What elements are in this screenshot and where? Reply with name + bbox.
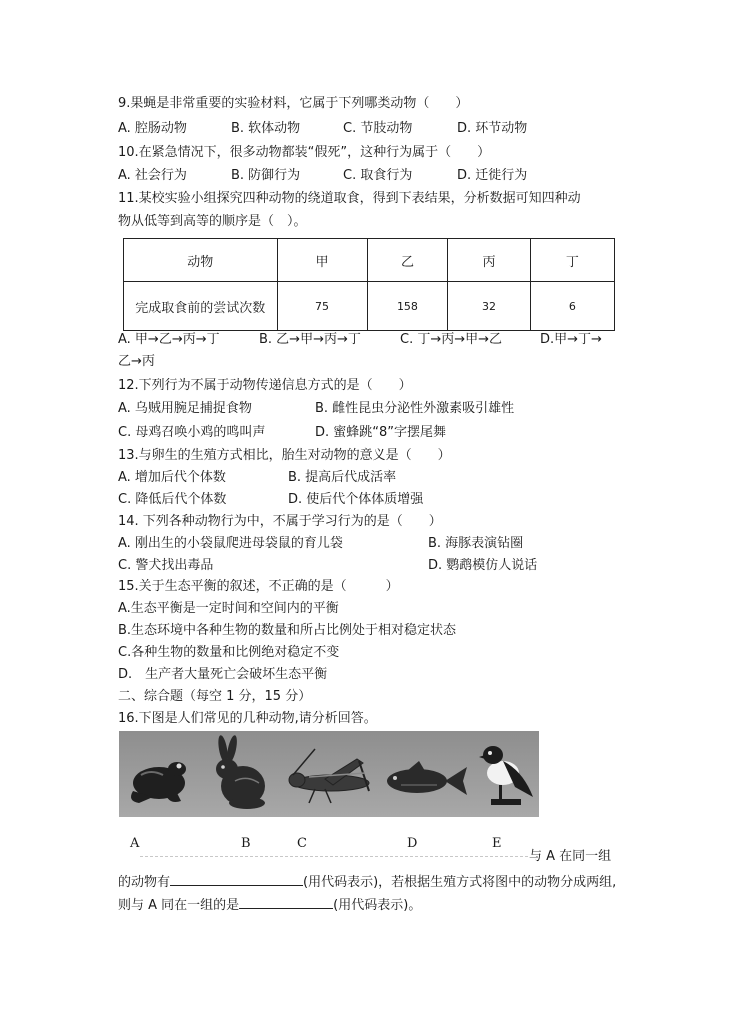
table-header-cell: 丙	[448, 239, 530, 282]
q12-option-a: A. 乌贼用腕足捕捉食物	[118, 401, 252, 416]
q11-stem-line2: 物从低等到高等的顺序是（ ）。	[118, 214, 307, 229]
q12-stem: 12.下列行为不属于动物传递信息方式的是（ ）	[118, 378, 412, 393]
q16-line3-suffix: (用代码表示)。	[333, 898, 422, 913]
animal-label-c: C	[297, 836, 307, 851]
q10-stem: 10.在紧急情况下，很多动物都装“假死”，这种行为属于（ ）	[118, 145, 491, 160]
q16-line3-prefix: 则与 A 同在一组的是	[118, 898, 240, 913]
q15-stem: 15.关于生态平衡的叙述，不正确的是（ ）	[118, 579, 399, 594]
q12-option-d: D. 蜜蜂跳“8”字摆尾舞	[315, 425, 447, 440]
table-header-cell: 乙	[367, 239, 448, 282]
q14-stem: 14. 下列各种动物行为中，不属于学习行为的是（ ）	[118, 514, 442, 529]
q15-option-c: C.各种生物的数量和比例绝对稳定不变	[118, 645, 340, 660]
q9-option-d: D. 环节动物	[457, 121, 528, 136]
answer-blank-2[interactable]	[239, 894, 333, 909]
answer-blank-1[interactable]	[170, 871, 303, 886]
q13-option-c: C. 降低后代个体数	[118, 492, 227, 507]
q13-option-b: B. 提高后代成活率	[288, 470, 397, 485]
q11-option-d: D.甲→丁→	[540, 332, 602, 347]
obscured-text	[140, 856, 528, 863]
q13-stem: 13.与卵生的生殖方式相比，胎生对动物的意义是（ ）	[118, 448, 451, 463]
animal-label-e: E	[492, 836, 502, 851]
animal-label-b: B	[241, 836, 251, 851]
q11-option-a: A. 甲→乙→丙→丁	[118, 332, 220, 347]
q15-option-a: A.生态平衡是一定时间和空间内的平衡	[118, 601, 339, 616]
q13-option-a: A. 增加后代个体数	[118, 470, 226, 485]
q9-option-c: C. 节肢动物	[343, 121, 413, 136]
table-cell: 32	[448, 282, 530, 331]
q9-stem: 9.果蝇是非常重要的实验材料，它属于下列哪类动物（ ）	[118, 96, 469, 111]
q14-option-a: A. 刚出生的小袋鼠爬进母袋鼠的育儿袋	[118, 536, 343, 551]
q12-option-b: B. 雌性昆虫分泌性外激素吸引雄性	[315, 401, 515, 416]
q10-option-c: C. 取食行为	[343, 168, 413, 183]
q14-option-d: D. 鹦鹉模仿人说话	[428, 558, 538, 573]
table-cell: 75	[277, 282, 367, 331]
q16-stem: 16.下图是人们常见的几种动物,请分析回答。	[118, 711, 377, 726]
q10-option-b: B. 防御行为	[231, 168, 301, 183]
section-title: 二、综合题（每空 1 分，15 分）	[118, 689, 312, 704]
q11-data-table	[123, 238, 615, 331]
q14-option-c: C. 警犬找出毒品	[118, 558, 214, 573]
q14-option-b: B. 海豚表演钻圈	[428, 536, 524, 551]
q13-option-d: D. 使后代个体体质增强	[288, 492, 424, 507]
animals-photo	[119, 731, 539, 817]
q16-line1-tail: 与 A 在同一组	[529, 849, 612, 864]
q15-option-d: D. 生产者大量死亡会破坏生态平衡	[118, 667, 328, 682]
q9-option-a: A. 腔肠动物	[118, 121, 187, 136]
table-cell: 6	[530, 282, 614, 331]
q9-option-b: B. 软体动物	[231, 121, 301, 136]
table-cell: 158	[367, 282, 448, 331]
table-header-cell: 动物	[124, 239, 278, 282]
animal-label-d: D	[407, 836, 418, 851]
q16-line2-suffix: (用代码表示)，若根据生殖方式将图中的动物分成两组,	[303, 875, 617, 890]
table-header-cell: 甲	[277, 239, 367, 282]
q11-option-b: B. 乙→甲→丙→丁	[259, 332, 361, 347]
table-row-label: 完成取食前的尝试次数	[124, 282, 278, 331]
q16-line2-prefix: 的动物有	[118, 875, 171, 890]
q11-stem-line1: 11.某校实验小组探究四种动物的绕道取食，得到下表结果，分析数据可知四种动	[118, 191, 581, 206]
q12-option-c: C. 母鸡召唤小鸡的鸣叫声	[118, 425, 266, 440]
q10-option-a: A. 社会行为	[118, 168, 187, 183]
table-header-cell: 丁	[530, 239, 614, 282]
q10-option-d: D. 迁徙行为	[457, 168, 528, 183]
animal-label-a: A	[130, 836, 140, 851]
q11-option-d-cont: 乙→丙	[118, 354, 155, 369]
q11-option-c: C. 丁→丙→甲→乙	[400, 332, 503, 347]
q15-option-b: B.生态环境中各种生物的数量和所占比例处于相对稳定状态	[118, 623, 457, 638]
